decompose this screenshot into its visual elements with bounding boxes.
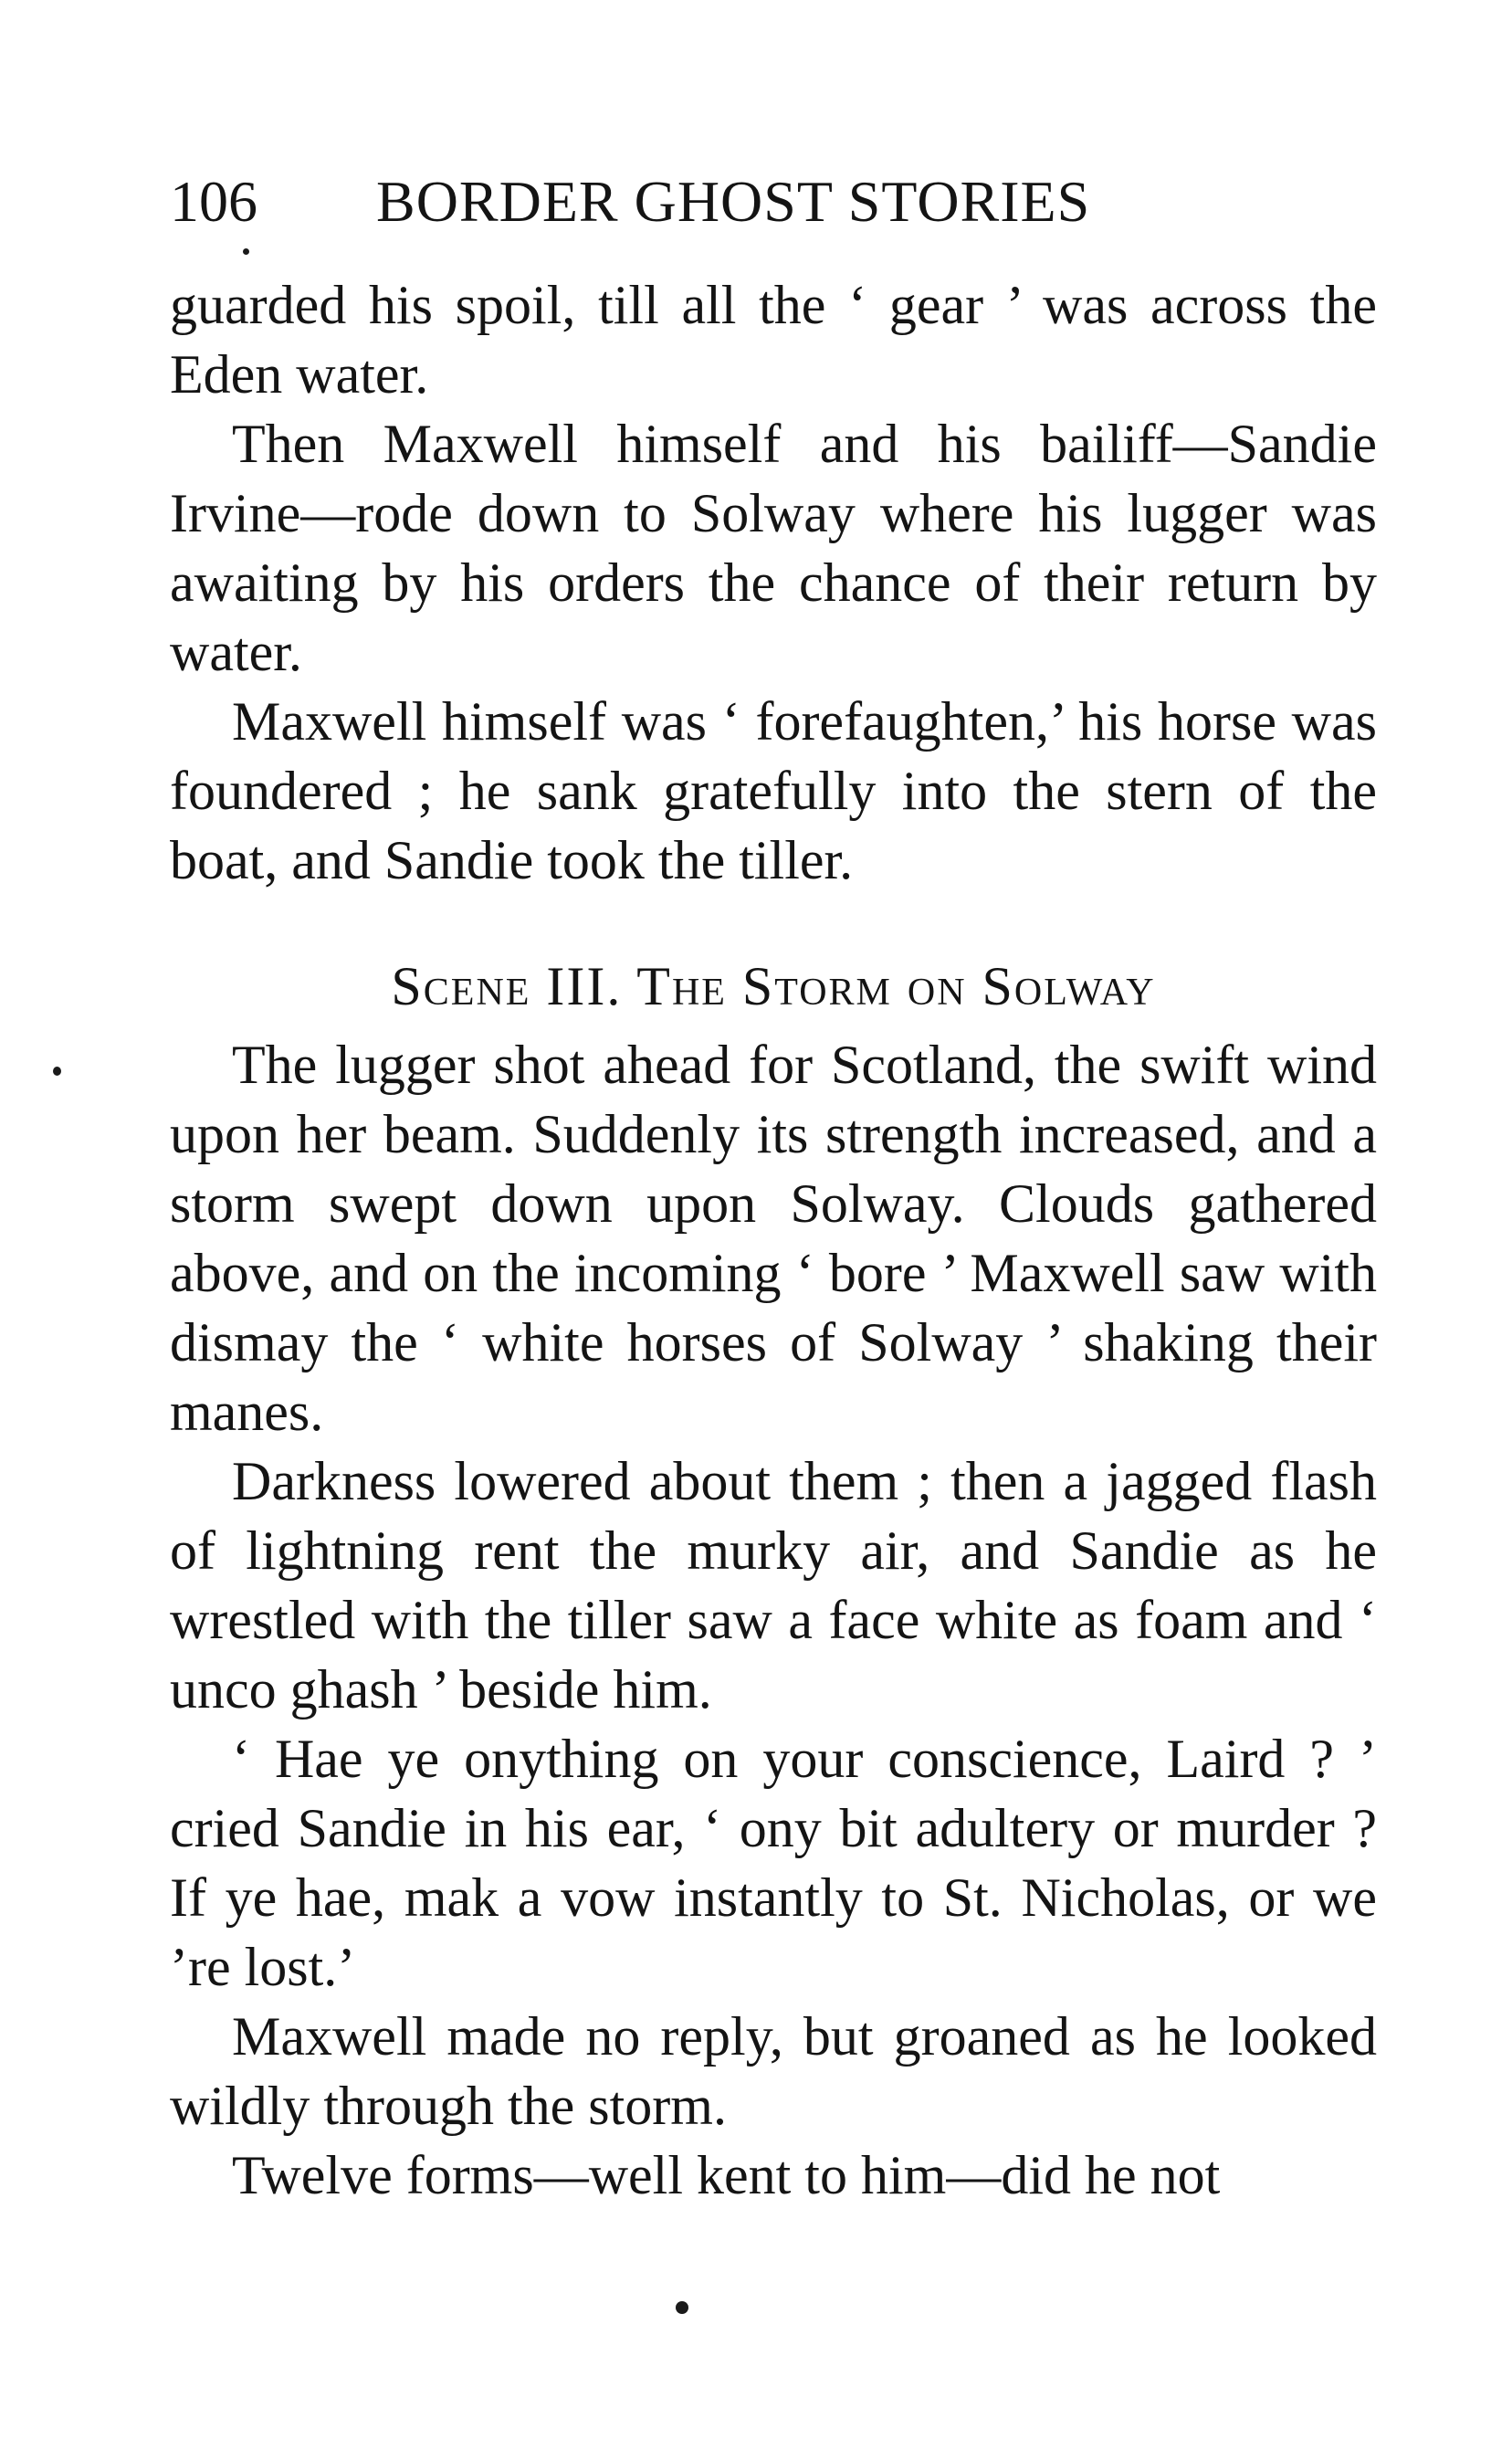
running-header xyxy=(170,161,1393,243)
paragraph: ‘ Hae ye onything on your conscience, Laird ? ’ cried Sandie in his ear, ‘ ony bit adultery or murder ? If ye hae, mak a vow instantly to St. Nicholas, or we ’re lost.’ xyxy=(170,1729,1377,1997)
paragraph: Maxwell himself was ‘ forefaughten,’ his horse was foundered ; he sank gratefully into the stern of the boat, and Sandie took the tiller. xyxy=(170,691,1377,890)
paragraph: Twelve forms—well kent to him—did he not xyxy=(232,2145,1221,2205)
text-block-before-scene xyxy=(170,270,1377,895)
page-number: 106 xyxy=(170,169,257,234)
paragraph: Darkness lowered about them ; then a jagged flash of lightning rent the murky air, and Sandie as he wrestled with the tiller saw a face white as foam and ‘ unco ghash ’ beside him. xyxy=(170,1451,1377,1720)
paragraph: guarded his spoil, till all the ‘ gear ’ was across the Eden water. xyxy=(170,275,1377,405)
paragraph: Maxwell made no reply, but groaned as he looked wildly through the storm. xyxy=(170,2006,1377,2136)
ink-speck xyxy=(243,248,249,255)
paragraph: The lugger shot ahead for Scotland, the swift wind upon her beam. Suddenly its strength increased, and a storm swept down upon Solway. Clouds gathered above, and on the incoming ‘ bore ’ Maxwell saw with dismay the ‘ white horses of Solway ’ shaking their manes. xyxy=(170,1035,1377,1442)
text-block-after-scene xyxy=(170,1030,1377,2210)
ink-speck xyxy=(676,2301,688,2314)
ink-speck xyxy=(53,1067,61,1076)
book-title: BORDER GHOST STORIES xyxy=(376,169,1091,234)
scene-heading: Scene III. The Storm on Solway xyxy=(391,956,1156,1016)
paragraph: Then Maxwell himself and his bailiff—Sandie Irvine—rode down to Solway where his lugger was awaiting by his orders the chance of their return by water. xyxy=(170,414,1377,682)
